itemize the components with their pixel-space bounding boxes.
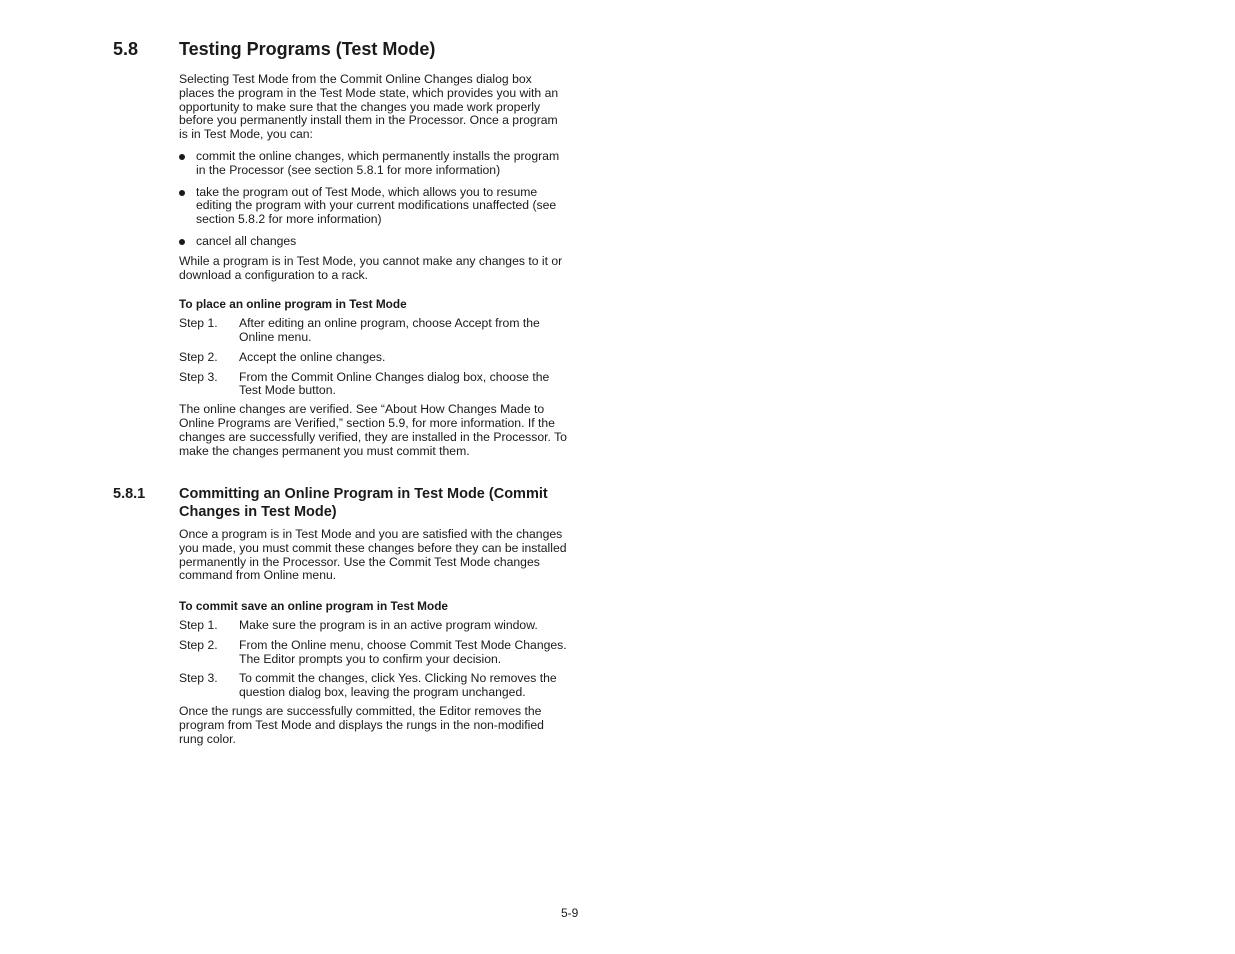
step-text: From the Commit Online Changes dialog box, choose the Test Mode button.: [239, 369, 550, 398]
bullet-icon: [179, 239, 185, 245]
list-item-text: take the program out of Test Mode, which allows you to resume editing the program with your current modifications unaffected (see section 5.8.2 for more information): [196, 184, 557, 227]
step-text: Accept the online changes.: [239, 349, 386, 364]
subsection-body: [179, 528, 569, 746]
list-item: [179, 235, 569, 249]
step-label: Step 1.: [179, 617, 218, 632]
step-list: [179, 619, 569, 700]
section-number: 5.8: [113, 39, 139, 59]
list-item: [179, 150, 569, 178]
step-item: [179, 619, 569, 633]
bullet-icon: [179, 154, 185, 160]
step-item: [179, 371, 569, 399]
bullet-list: [179, 150, 569, 249]
bullet-icon: [179, 190, 185, 196]
step-item: [179, 639, 569, 667]
step-label: Step 2.: [179, 349, 218, 364]
step-label: Step 3.: [179, 369, 218, 384]
section-body: [179, 73, 569, 458]
step-text: After editing an online program, choose Accept from the Online menu.: [239, 316, 540, 344]
closing-paragraph: The online changes are verified. See “About How Changes Made to Online Programs are Verified,” section 5.9, for more information. If the changes are successfully verified, they are installed in the Processor. To make the changes permanent you must commit them.: [179, 402, 567, 458]
note-paragraph: While a program is in Test Mode, you cannot make any changes to it or download a configuration to a rack.: [179, 253, 563, 282]
procedure-title: To commit save an online program in Test Mode: [179, 599, 448, 614]
section-title: Testing Programs (Test Mode): [179, 39, 436, 59]
list-item: [179, 186, 569, 227]
closing-paragraph: Once the rungs are successfully committed, the Editor removes the program from Test Mode and displays the rungs in the non-modified rung color.: [179, 703, 544, 746]
step-item: [179, 351, 569, 365]
step-list: [179, 317, 569, 398]
step-item: [179, 317, 569, 345]
step-text: To commit the changes, click Yes. Clicking No removes the question dialog box, leaving the program unchanged.: [239, 671, 557, 700]
step-label: Step 1.: [179, 316, 218, 331]
subsection-number: 5.8.1: [113, 486, 146, 502]
step-text: From the Online menu, choose Commit Test Mode Changes. The Editor prompts you to confirm your decision.: [239, 637, 567, 666]
subsection-title: Committing an Online Program in Test Mode (Commit Changes in Test Mode): [179, 486, 548, 520]
step-item: [179, 672, 569, 700]
page-number: 5-9: [561, 906, 579, 920]
procedure-title: To place an online program in Test Mode: [179, 297, 407, 312]
step-label: Step 3.: [179, 671, 218, 686]
intro-paragraph: Once a program is in Test Mode and you are satisfied with the changes you made, you must commit these changes before they can be installed permanently in the Processor. Use the Commit Test Mode changes command from Online menu.: [179, 527, 567, 583]
intro-paragraph: Selecting Test Mode from the Commit Online Changes dialog box places the program in the Test Mode state, which provides you with an opportunity to make sure that the changes you made work properly before you permanently install them in the Processor. Once a program is in Test Mode, you can:: [179, 72, 559, 142]
step-text: Make sure the program is in an active program window.: [239, 617, 538, 632]
step-label: Step 2.: [179, 637, 218, 652]
list-item-text: cancel all changes: [196, 233, 297, 248]
list-item-text: commit the online changes, which permanently installs the program in the Processor (see section 5.8.1 for more information): [196, 148, 560, 177]
